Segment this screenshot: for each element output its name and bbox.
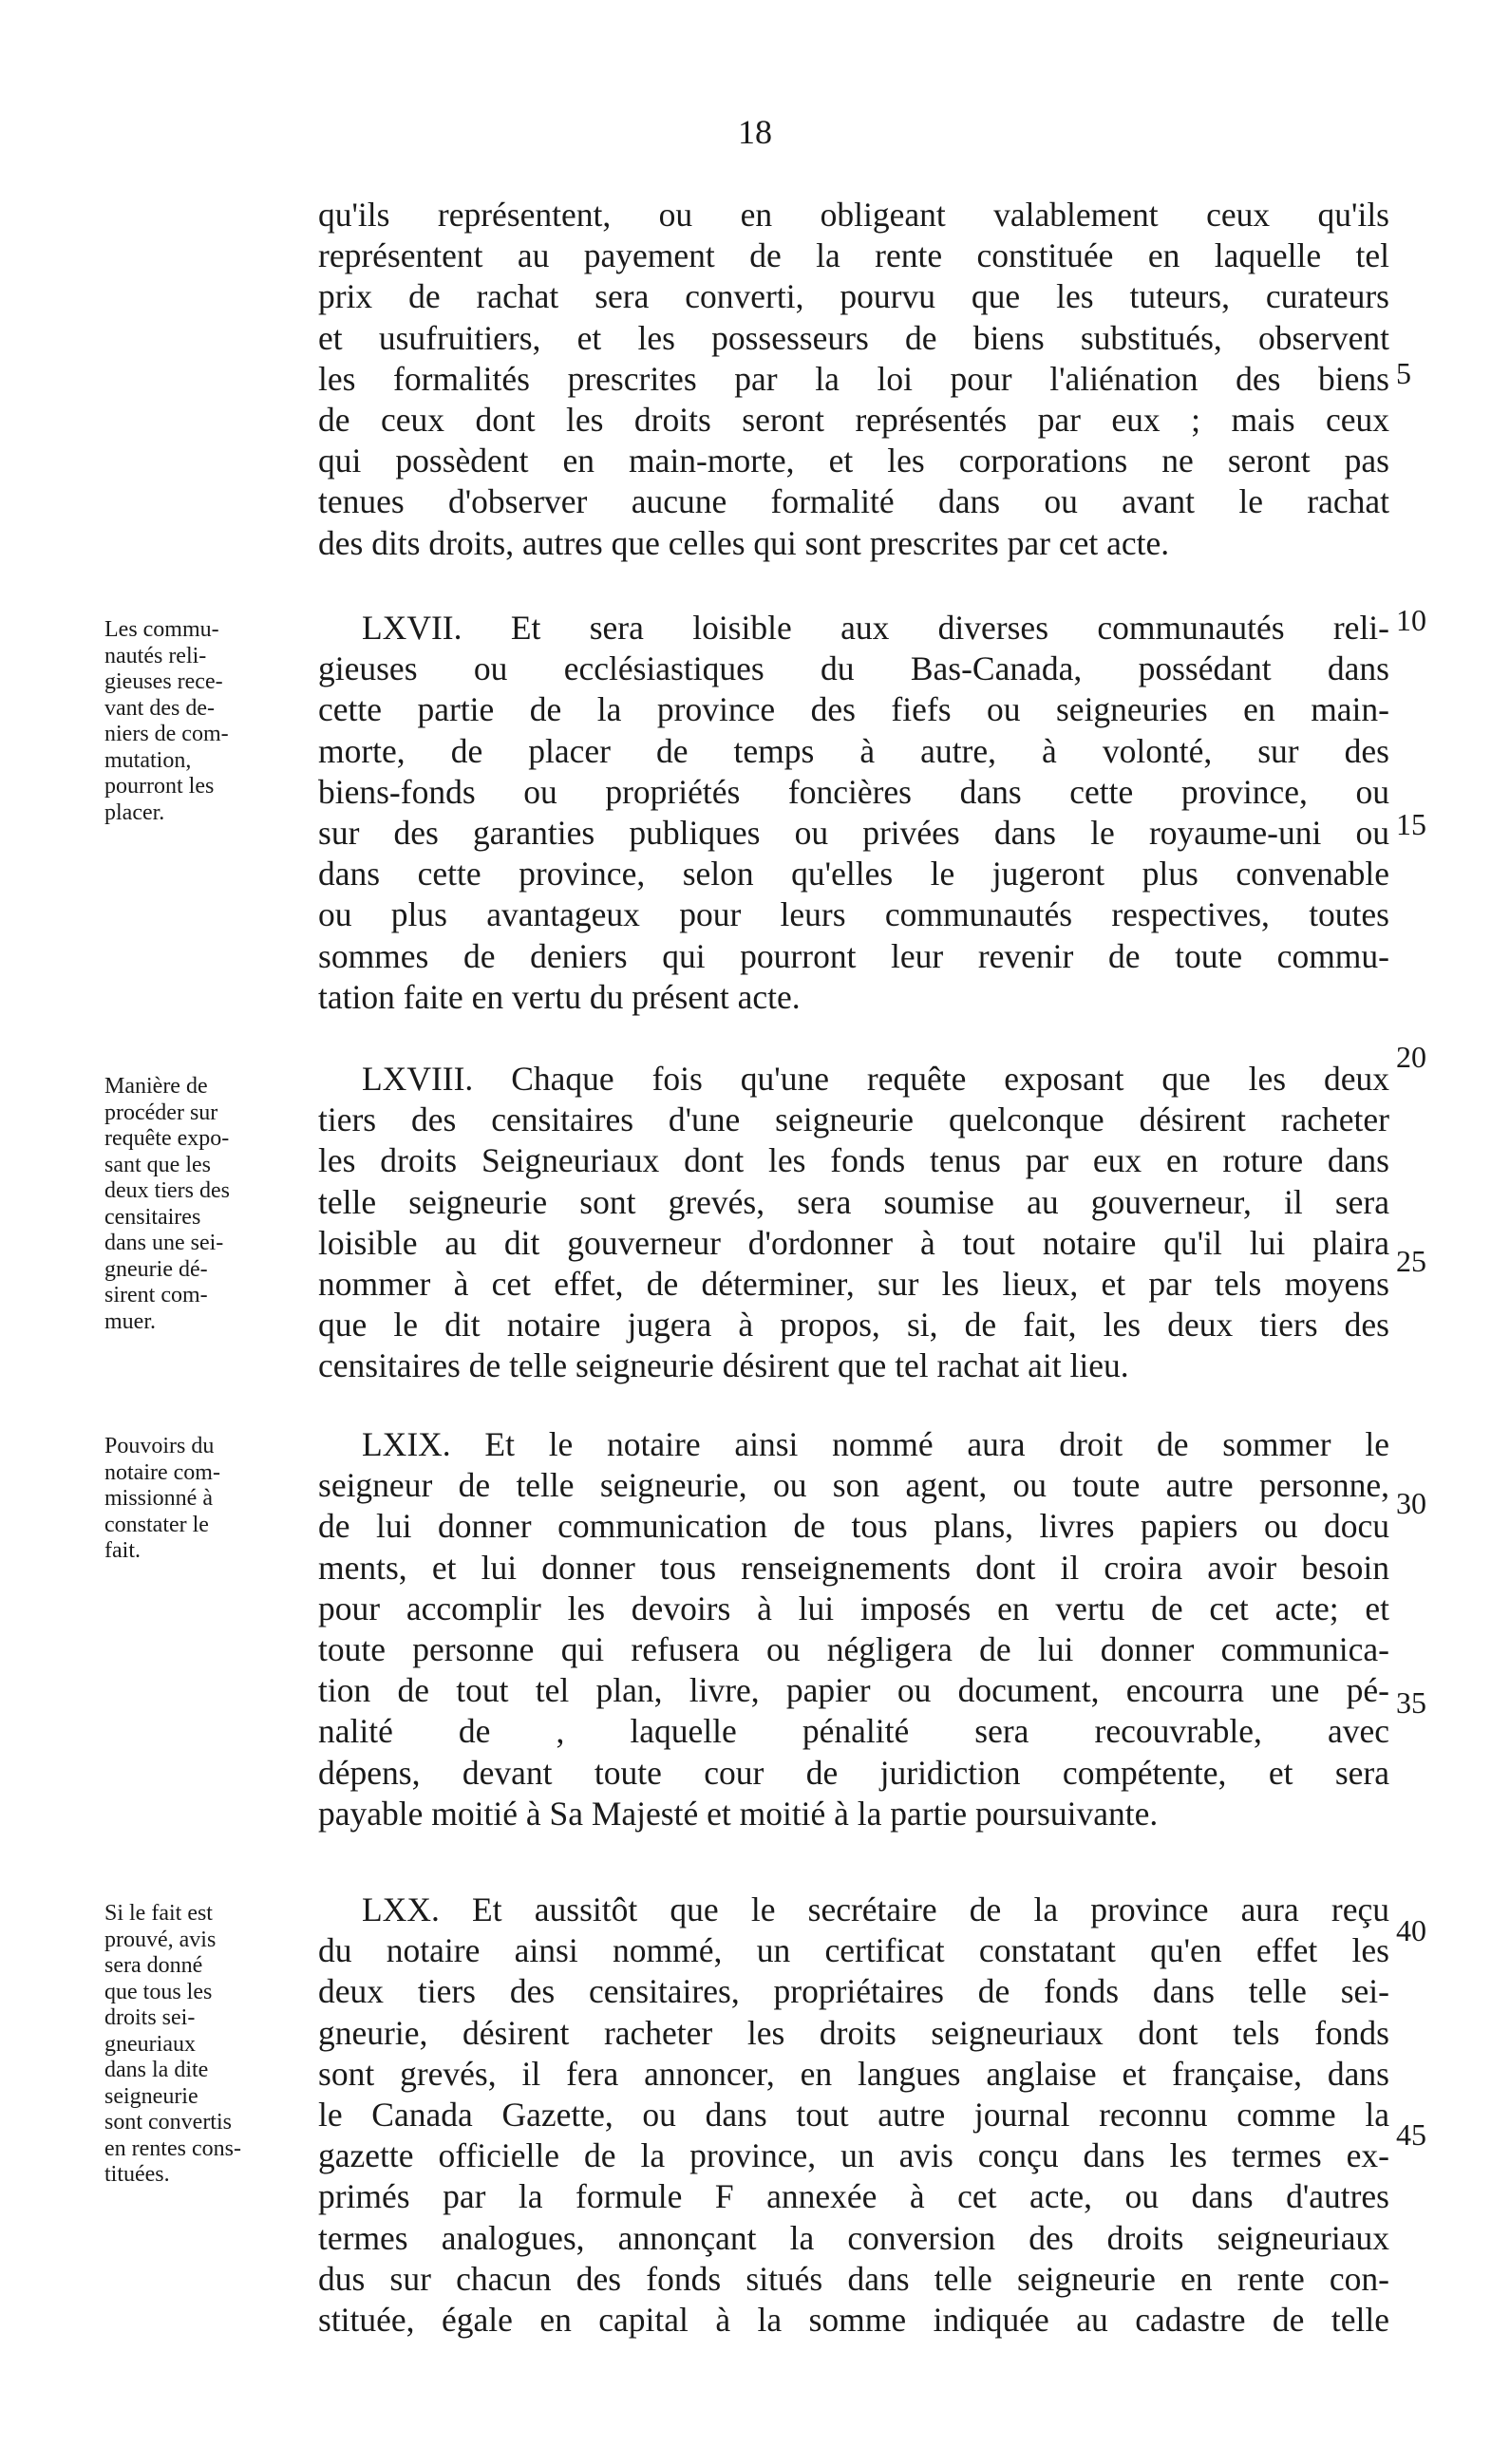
text-line: biens-fonds ou propriétés foncières dans cette province, ou — [318, 772, 1389, 811]
text-line: primés par la formule F annexée à cet acte, ou dans d'autres — [318, 2177, 1389, 2216]
margin-note-line: sont convertis — [104, 2110, 232, 2135]
line-number: 5 — [1396, 356, 1411, 390]
text-line: tion de tout tel plan, livre, papier ou document, encourra une pé- — [318, 1671, 1389, 1710]
margin-note-line: seigneurie — [104, 2083, 198, 2109]
section-body — [318, 1059, 1389, 1387]
margin-note-line: constater le — [104, 1512, 209, 1537]
text-line: et usufruitiers, et les possesseurs de biens substitués, observent — [318, 318, 1389, 357]
margin-note-line: mutation, — [104, 747, 192, 773]
margin-note — [104, 1901, 323, 2189]
text-line: prix de rachat sera converti, pourvu que les tuteurs, curateurs — [318, 277, 1389, 316]
section-heading-line: LXIX. Et le notaire ainsi nommé aura droit de sommer le — [362, 1425, 1389, 1463]
margin-note-line: sant que les — [104, 1152, 211, 1177]
text-line: ments, et lui donner tous renseignements dont il croira avoir besoin — [318, 1548, 1389, 1587]
line-number: 20 — [1396, 1040, 1426, 1074]
margin-note-line: nautés reli- — [104, 643, 207, 668]
margin-note-line: sirent com- — [104, 1283, 208, 1307]
margin-note-line: que tous les — [104, 1979, 213, 2004]
text-line: qui possèdent en main-morte, et les corporations ne seront pas — [318, 442, 1389, 480]
page-number: 18 — [738, 113, 772, 151]
margin-note-line: Les commu- — [104, 617, 219, 642]
text-line: pour accomplir les devoirs à lui imposés en vertu de cet acte; et — [318, 1589, 1389, 1627]
text-line: deux tiers des censitaires, propriétaires de fonds dans telle sei- — [318, 1972, 1389, 2011]
text-line: toute personne qui refusera ou négligera de lui donner communica- — [318, 1629, 1389, 1668]
margin-note-line: dans une sei- — [104, 1231, 224, 1255]
margin-note-line: fait. — [104, 1538, 141, 1563]
text-line: stituée, égale en capital à la somme indiquée au cadastre de telle — [318, 2300, 1389, 2339]
text-line: loisible au dit gouverneur d'ordonner à tout notaire qu'il lui plaira — [318, 1223, 1389, 1262]
text-line: gieuses ou ecclésiastiques du Bas-Canada, possédant dans — [318, 649, 1389, 688]
margin-note-line: censitaires — [104, 1204, 201, 1230]
margin-note-line: muer. — [104, 1308, 156, 1334]
line-number: 25 — [1396, 1244, 1426, 1278]
margin-note-line: tituées. — [104, 2162, 170, 2187]
margin-note-line: vant des de- — [104, 695, 215, 721]
text-line: le Canada Gazette, ou dans tout autre journal reconnu comme la — [318, 2095, 1389, 2134]
section-body — [318, 1890, 1389, 2341]
text-line: sommes de deniers qui pourront leur revenir de toute commu- — [318, 936, 1389, 975]
line-number: 45 — [1396, 2117, 1426, 2152]
margin-note-line: notaire com- — [104, 1459, 220, 1485]
text-line: ou plus avantageux pour leurs communautés respectives, toutes — [318, 895, 1389, 934]
text-line: que le dit notaire jugera à propos, si, de fait, les deux tiers des — [318, 1306, 1389, 1345]
text-line: termes analogues, annonçant la conversion des droits seigneuriaux — [318, 2218, 1389, 2257]
text-line: morte, de placer de temps à autre, à volonté, sur des — [318, 731, 1389, 770]
text-line: sur des garanties publiques ou privées dans le royaume-uni ou — [318, 813, 1389, 852]
margin-note — [104, 1074, 323, 1335]
section-heading-line: LXVII. Et sera loisible aux diverses communautés reli- — [362, 609, 1389, 647]
text-line: gazette officielle de la province, un avis conçu dans les termes ex- — [318, 2136, 1389, 2175]
text-line: dans cette province, selon qu'elles le jugeront plus convenable — [318, 855, 1389, 893]
margin-note-line: Pouvoirs du — [104, 1434, 215, 1458]
margin-note-line: deux tiers des — [104, 1178, 230, 1203]
margin-note-line: requête expo- — [104, 1126, 230, 1151]
margin-note-line: placer. — [104, 799, 165, 825]
text-line: tenues d'observer aucune formalité dans ou avant le rachat — [318, 482, 1389, 521]
text-line: de lui donner communication de tous plans, livres papiers ou docu — [318, 1507, 1389, 1546]
text-line: tation faite en vertu du présent acte. — [318, 977, 801, 1016]
text-line: cette partie de la province des fiefs ou seigneuries en main- — [318, 690, 1389, 729]
margin-note-line: sera donné — [104, 1953, 203, 1978]
line-number: 10 — [1396, 603, 1426, 637]
margin-note-line: prouvé, avis — [104, 1927, 217, 1952]
margin-note — [104, 617, 323, 826]
text-line: représentent au payement de la rente constituée en laquelle tel — [318, 236, 1389, 275]
text-line: seigneur de telle seigneurie, ou son agent, ou toute autre personne, — [318, 1466, 1389, 1505]
margin-note-line: gneurie dé- — [104, 1256, 208, 1282]
margin-note-line: Si le fait est — [104, 1901, 213, 1926]
section-body — [318, 1424, 1389, 1834]
line-number: 30 — [1396, 1486, 1426, 1520]
text-line: nalité de , laquelle pénalité sera recouvrable, avec — [318, 1712, 1389, 1751]
text-line: qu'ils représentent, ou en obligeant valablement ceux qu'ils — [318, 196, 1389, 234]
text-line: de ceux dont les droits seront représentés par eux ; mais ceux — [318, 400, 1389, 439]
text-line: les formalités prescrites par la loi pour l'aliénation des biens — [318, 359, 1389, 398]
margin-note-line: gieuses rece- — [104, 669, 223, 694]
text-line: censitaires de telle seigneurie désirent que tel rachat ait lieu. — [318, 1346, 1129, 1385]
margin-note-line: dans la dite — [104, 2058, 209, 2082]
line-number: 40 — [1396, 1913, 1426, 1947]
text-line: dépens, devant toute cour de juridiction compétente, et sera — [318, 1753, 1389, 1792]
text-line: telle seigneurie sont grevés, sera soumise au gouverneur, il sera — [318, 1182, 1389, 1221]
section-body — [318, 608, 1389, 1018]
section-heading-line: LXVIII. Chaque fois qu'une requête exposant que les deux — [362, 1060, 1389, 1098]
text-line: gneurie, désirent racheter les droits seigneuriaux dont tels fonds — [318, 2013, 1389, 2052]
margin-note-line: procéder sur — [104, 1100, 218, 1125]
margin-note-line: pourront les — [104, 774, 215, 799]
text-line: du notaire ainsi nommé, un certificat constatant qu'en effet les — [318, 1931, 1389, 1970]
text-line: dus sur chacun des fonds situés dans telle seigneurie en rente con- — [318, 2259, 1389, 2298]
margin-note-line: gneuriaux — [104, 2031, 196, 2057]
line-number: 15 — [1396, 807, 1426, 841]
margin-note — [104, 1434, 323, 1565]
margin-note-line: missionné à — [104, 1486, 213, 1511]
text-line: des dits droits, autres que celles qui sont prescrites par cet acte. — [318, 523, 1170, 562]
margin-note-line: droits sei- — [104, 2005, 196, 2030]
text-line: tiers des censitaires d'une seigneurie quelconque désirent racheter — [318, 1100, 1389, 1139]
text-line: nommer à cet effet, de déterminer, sur les lieux, et par tels moyens — [318, 1264, 1389, 1303]
line-number: 35 — [1396, 1685, 1426, 1720]
intro-paragraph — [318, 195, 1389, 564]
text-line: payable moitié à Sa Majesté et moitié à la partie poursuivante. — [318, 1794, 1159, 1833]
text-line: sont grevés, il fera annoncer, en langues anglaise et française, dans — [318, 2054, 1389, 2093]
margin-note-line: niers de com- — [104, 722, 229, 746]
margin-note-line: Manière de — [104, 1074, 208, 1099]
section-heading-line: LXX. Et aussitôt que le secrétaire de la province aura reçu — [362, 1890, 1389, 1928]
margin-note-line: en rentes cons- — [104, 2135, 241, 2161]
text-line: les droits Seigneuriaux dont les fonds tenus par eux en roture dans — [318, 1141, 1389, 1180]
